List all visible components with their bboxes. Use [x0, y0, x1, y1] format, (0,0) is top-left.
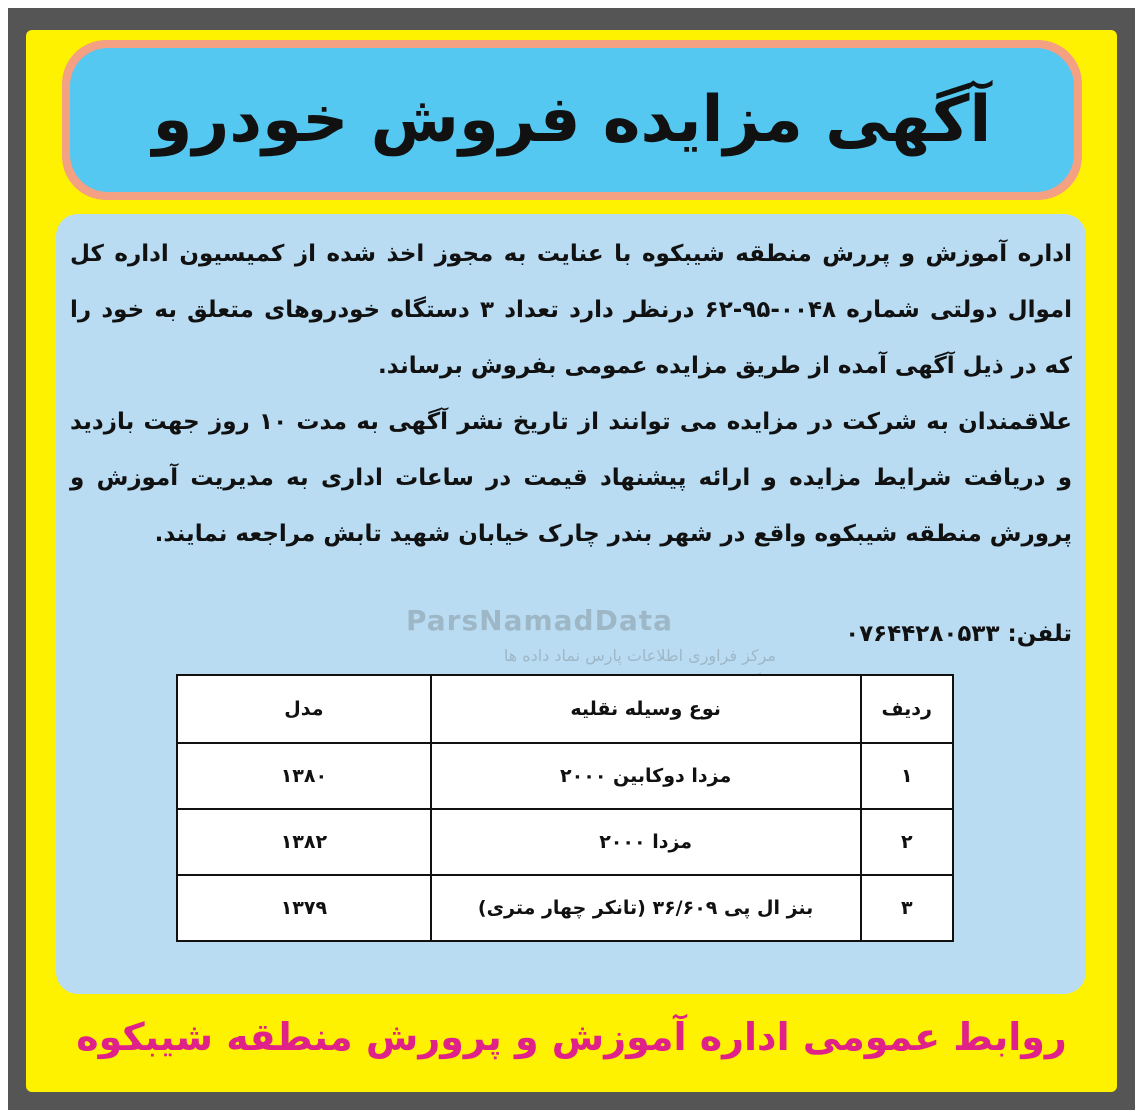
cell-model: ۱۳۸۰ [177, 743, 431, 809]
cell-row-number: ۱ [861, 743, 954, 809]
vehicle-table [176, 674, 954, 942]
header-model: مدل [177, 675, 431, 743]
watermark-line-1: مرکز فراوری اطلاعات پارس نماد داده ها [503, 646, 776, 665]
cell-row-number: ۲ [861, 809, 954, 875]
header-vehicle-type: نوع وسیله نقلیه [431, 675, 861, 743]
cell-model: ۱۳۷۹ [177, 875, 431, 941]
outer-border [8, 8, 1135, 1110]
phone-number: تلفن: ۰۷۶۴۴۲۸۰۵۳۳ [845, 621, 1072, 647]
header-row-number: ردیف [861, 675, 954, 743]
cell-vehicle-type: بنز ال پی ۳۶/۶۰۹ (تانکر چهار متری) [431, 875, 861, 941]
table-row [177, 809, 953, 875]
table-header-row [177, 675, 953, 743]
table-row [177, 875, 953, 941]
cell-vehicle-type: مزدا دوکابین ۲۰۰۰ [431, 743, 861, 809]
cell-row-number: ۳ [861, 875, 954, 941]
title-banner [62, 40, 1082, 200]
notice-body [56, 214, 1086, 994]
table-row [177, 743, 953, 809]
cell-model: ۱۳۸۲ [177, 809, 431, 875]
notice-frame [26, 30, 1117, 1092]
footer-signature: روابط عمومی اداره آموزش و پرورش منطقه شیبکوه [76, 1015, 1067, 1059]
paragraph-instructions: علاقمندان به شرکت در مزایده می توانند از تاریخ نشر آگهی به مدت ۱۰ روز جهت بازدید و دریافت شرایط مزایده و ارائه پیشنهاد قیمت در ساعات اداری به مدیریت آموزش و پرورش منطقه شیبکوه واقع در شهر بندر چارک خیابان شهید تابش مراجعه نمایند. [70, 409, 1072, 547]
title-box [70, 48, 1074, 192]
notice-title: آگهی مزایده فروش خودرو [152, 83, 992, 157]
watermark-brand: ParsNamadData [406, 604, 673, 637]
paragraph-intro: اداره آموزش و پررش منطقه شیبکوه با عنایت به مجوز اخذ شده از کمیسیون اداره کل اموال دولتی شماره ۰۰۴۸-۹۵-۶۲ درنظر دارد تعداد ۳ دستگاه خودروهای متعلق به خود را که در ذیل آگهی آمده از طریق مزایده عمومی بفروش برساند. [70, 241, 1073, 379]
cell-vehicle-type: مزدا ۲۰۰۰ [431, 809, 861, 875]
